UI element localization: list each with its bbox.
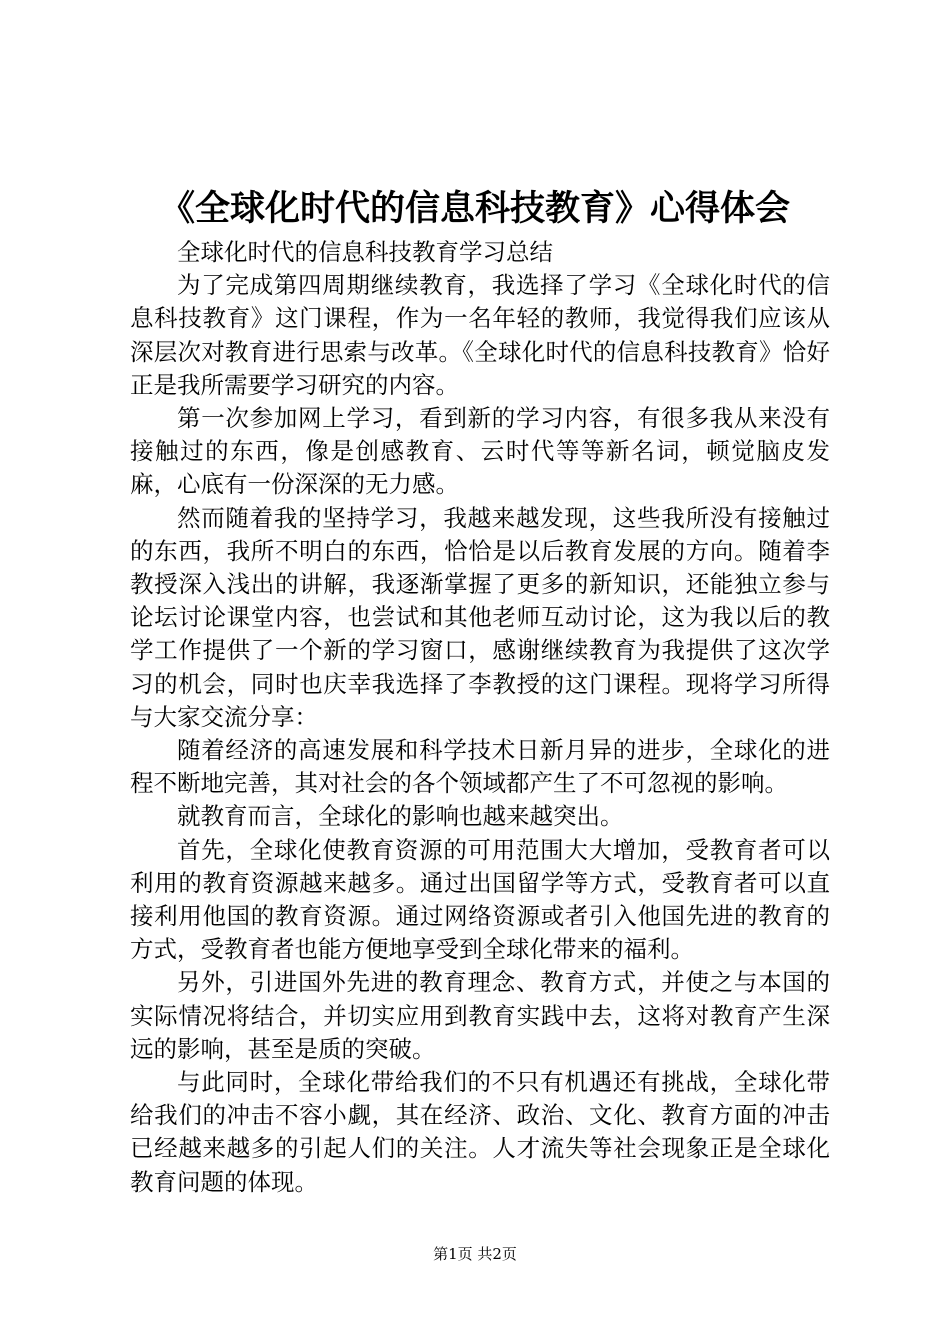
paragraph-subtitle: 全球化时代的信息科技教育学习总结 bbox=[177, 238, 553, 266]
paragraph: 第一次参加网上学习，看到新的学习内容，有很多我从来没有接触过的东西，像是创感教育、云时代等等新名词，顿觉脑皮发麻，心底有一份深深的无力感。 bbox=[130, 404, 830, 499]
paragraph: 为了完成第四周期继续教育，我选择了学习《全球化时代的信息科技教育》这门课程，作为一名年轻的教师，我觉得我们应该从深层次对教育进行思索与改革。《全球化时代的信息科技教育》恰好正是我所需要学习研究的内容。 bbox=[130, 271, 830, 399]
paragraph: 与此同时，全球化带给我们的不只有机遇还有挑战，全球化带给我们的冲击不容小觑，其在经济、政治、文化、教育方面的冲击已经越来越多的引起人们的关注。人才流失等社会现象正是全球化教育问题的体现。 bbox=[130, 1068, 830, 1196]
document-body bbox=[130, 236, 830, 1199]
paragraph: 然而随着我的坚持学习，我越来越发现，这些我所没有接触过的东西，我所不明白的东西，恰恰是以后教育发展的方向。随着李教授深入浅出的讲解，我逐渐掌握了更多的新知识，还能独立参与论坛讨论课堂内容，也尝试和其他老师互动讨论，这为我以后的教学工作提供了一个新的学习窗口，感谢继续教育为我提供了这次学习的机会，同时也庆幸我选择了李教授的这门课程。现将学习所得与大家交流分享： bbox=[130, 503, 830, 731]
paragraph: 另外，引进国外先进的教育理念、教育方式，并使之与本国的实际情况将结合，并切实应用到教育实践中去，这将对教育产生深远的影响，甚至是质的突破。 bbox=[130, 968, 830, 1063]
paragraph: 首先，全球化使教育资源的可用范围大大增加，受教育者可以利用的教育资源越来越多。通过出国留学等方式，受教育者可以直接利用他国的教育资源。通过网络资源或者引入他国先进的教育的方式，受教育者也能方便地享受到全球化带来的福利。 bbox=[130, 835, 830, 964]
paragraph: 随着经济的高速发展和科学技术日新月异的进步，全球化的进程不断地完善，其对社会的各个领域都产生了不可忽视的影响。 bbox=[130, 736, 830, 798]
paragraph: 就教育而言，全球化的影响也越来越突出。 bbox=[177, 802, 624, 831]
document-title: 《全球化时代的信息科技教育》心得体会 bbox=[159, 189, 790, 229]
page-footer: 第1页 共2页 bbox=[433, 1245, 517, 1263]
